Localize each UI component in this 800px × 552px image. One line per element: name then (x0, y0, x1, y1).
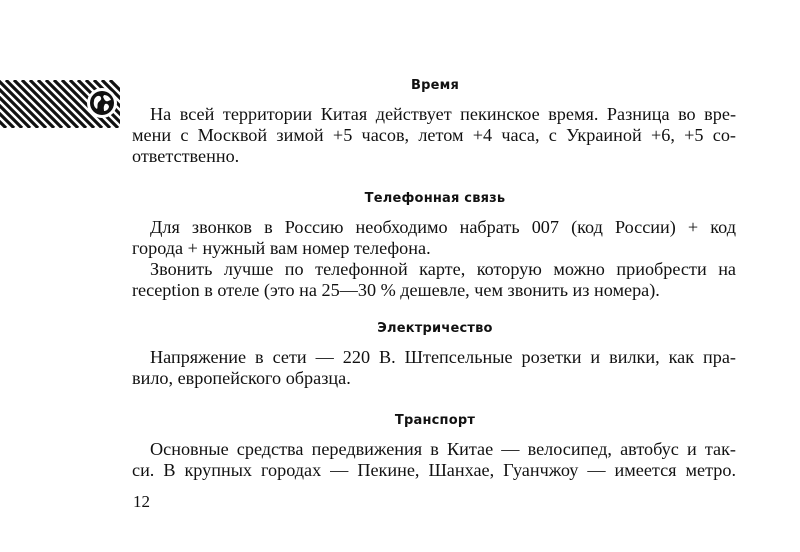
section-paragraph-time (132, 104, 736, 167)
paragraph-line: мени с Москвой зимой +5 часов, летом +4 часа, с Украиной +6, +5 со- (132, 125, 736, 145)
section-heading-time: Время (410, 78, 459, 93)
section-heading-electricity: Электричество (377, 321, 493, 336)
paragraph-line: ответственно. (132, 146, 240, 166)
paragraph-line: На всей территории Китая действует пекинское время. Разница во вре- (150, 104, 736, 124)
section-heading-transport: Транспорт (394, 413, 476, 428)
paragraph-line: Звонить лучше по телефонной карте, которую можно приобрести на (150, 259, 736, 279)
page-number: 12 (133, 492, 150, 511)
paragraph-line: Для звонков в Россию необходимо набрать 007 (код России) + код (150, 217, 736, 237)
section-paragraph-transport (132, 439, 736, 481)
paragraph-line: Основные средства передвижения в Китае — велосипед, автобус и так- (150, 439, 736, 459)
section-paragraph-phone (132, 217, 736, 301)
section-paragraph-electricity (132, 347, 736, 389)
paragraph-line: Напряжение в сети — 220 В. Штепсельные розетки и вилки, как пра- (150, 347, 736, 367)
globe-icon (89, 90, 115, 116)
paragraph-line: вило, европейского образца. (132, 368, 351, 388)
paragraph-line: reception в отеле (это на 25—30 % дешевле, чем звонить из номера). (132, 280, 660, 300)
section-heading-phone: Телефонная связь (364, 191, 506, 206)
paragraph-line: си. В крупных городах — Пекине, Шанхае, Гуанчжоу — имеется метро. (132, 460, 736, 480)
paragraph-line: города + нужный вам номер телефона. (132, 238, 431, 258)
